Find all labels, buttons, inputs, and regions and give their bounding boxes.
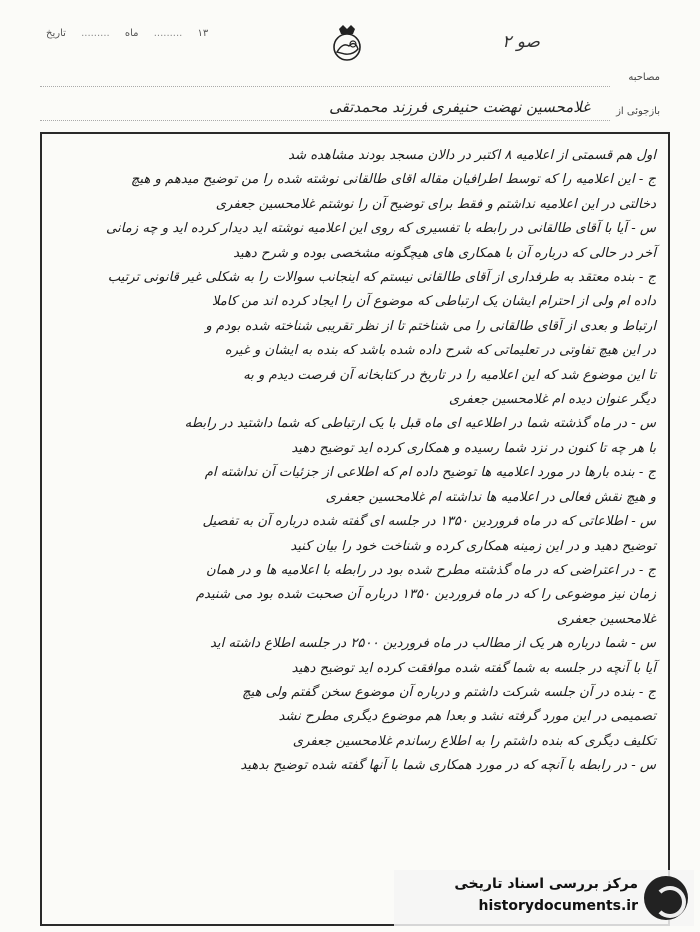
statement-line: در این هیچ تفاوتی در تعلیماتی که شرح داده شده باشد که بنده به ایشان و غیره	[224, 343, 656, 359]
interrogator-value: غلامحسین نهضت حنیفری فرزند محمدتقی	[329, 98, 590, 116]
archive-logo-icon	[644, 876, 688, 920]
interrogator-label: بازجوئی از	[616, 106, 660, 117]
date-dots: .........	[153, 28, 183, 39]
year-suffix: ۱۳	[197, 28, 209, 39]
statement-line: تکلیف دیگری که بنده داشتم را به اطلاع رساندم غلامحسین جعفری	[292, 733, 656, 749]
statement-line: دیگر عنوان دیده ام غلامحسین جعفری	[448, 392, 656, 408]
statement-line: تصمیمی در این مورد گرفته نشد و بعدا هم موضوع دیگری مطرح نشد	[278, 709, 656, 725]
interview-label: مصاحبه	[628, 72, 660, 83]
statement-line: ج - این اعلامیه را که توسط اطرافیان مقاله اقای طالقانی نوشته شده را من توضیح میدهم و هیچ	[130, 172, 656, 188]
statement-line: س - شما درباره هر یک از مطالب در ماه فروردین ۲۵۰۰ در جلسه اطلاع داشته اید	[210, 636, 656, 652]
statement-line: غلامحسین جعفری	[556, 611, 656, 627]
statement-line: س - آیا با آقای طالقانی در رابطه با تفسیری که روی این اعلامیه نوشته اید دیدار کرده اید و چه زمانی	[106, 221, 656, 237]
statement-line: ج - بنده در آن جلسه شرکت داشتم و درباره آن موضوع سخن گفتم ولی هیچ	[242, 684, 656, 700]
statement-line: و هیچ نقش فعالی در اعلامیه ها نداشته ام غلامحسین جعفری	[325, 489, 656, 505]
statement-line: داده ام ولی از احترام ایشان یک ارتباطی که موضوع آن را ایجاد کرده اند من کاملا	[211, 294, 656, 310]
watermark-title: مرکز بررسی اسناد تاریخی	[454, 876, 638, 892]
statement-line: زمان نیز موضوعی را که در ماه فروردین ۱۳۵۰ درباره آن صحبت شده بود می شنیدم	[195, 587, 656, 603]
date-dots: .........	[81, 28, 110, 39]
statement-line: س - در رابطه با آنچه که در مورد همکاری شما با آنها گفته شده توضیح بدهید	[240, 758, 656, 774]
statement-line: آیا با آنچه در جلسه به شما گفته شده موافقت کرده اید توضیح دهید	[291, 660, 656, 676]
date-label: تاریخ	[46, 28, 66, 39]
interrogator-rule	[40, 120, 610, 121]
statement-line: دخالتی در این اعلامیه نداشتم و فقط برای توضیح آن را نوشتم غلامحسین جعفری	[215, 196, 656, 212]
statement-line: ج - در اعتراضی که در ماه گذشته مطرح شده بود در رابطه با اعلامیه ها و در همان	[206, 562, 656, 578]
lion-and-sun-emblem-icon	[325, 22, 369, 66]
statement-line: ج - بنده معتقد به طرفداری از آقای طالقانی نیستم که اینجانب سوالات را به شکلی غیر قانونی ترتیب	[107, 270, 656, 286]
watermark	[394, 870, 694, 926]
statement-line: س - اطلاعاتی که در ماه فروردین ۱۳۵۰ در جلسه ای گفته شده درباره آن به تفصیل	[202, 514, 656, 530]
statement-line: تا این موضوع شد که این اعلامیه را در تاریخ در کتابخانه آن فرصت دیدم و به	[243, 367, 656, 383]
interview-rule	[40, 86, 610, 87]
page-number: صو ٢	[502, 32, 540, 52]
statement-line: س - در ماه گذشته شما در اطلاعیه ای ماه قبل با یک ارتباطی که شما داشتید در رابطه	[184, 416, 656, 432]
statement-line: ج - بنده بارها در مورد اعلامیه ها توضیح داده ام که اطلاعی از جزئیات آن نداشته ام	[204, 465, 656, 481]
statement-frame	[40, 132, 670, 926]
date-line	[40, 28, 280, 39]
letterhead	[40, 22, 660, 62]
statement-line: توضیح دهید و در این زمینه همکاری کرده و شناخت خود را بیان کنید	[290, 538, 656, 554]
statement-line: ارتباط و بعدی از آقای طالقانی را می شناختم تا از نظر تقریبی شناخته شده بودم و	[205, 318, 656, 334]
watermark-url: historydocuments.ir	[478, 898, 638, 914]
month-label: ماه	[124, 28, 139, 39]
statement-line: با هر چه تا کنون در نزد شما رسیده و همکاری کرده اید توضیح دهید	[291, 440, 656, 456]
statement-line: آخر در حالی که درباره آن با همکاری های هیچگونه مشخصی بوده و شرح دهید	[233, 245, 656, 261]
statement-line: اول هم قسمتی از اعلامیه ۸ اکتبر در دالان مسجد بودند مشاهده شد	[288, 148, 656, 163]
statement-text	[54, 144, 656, 779]
